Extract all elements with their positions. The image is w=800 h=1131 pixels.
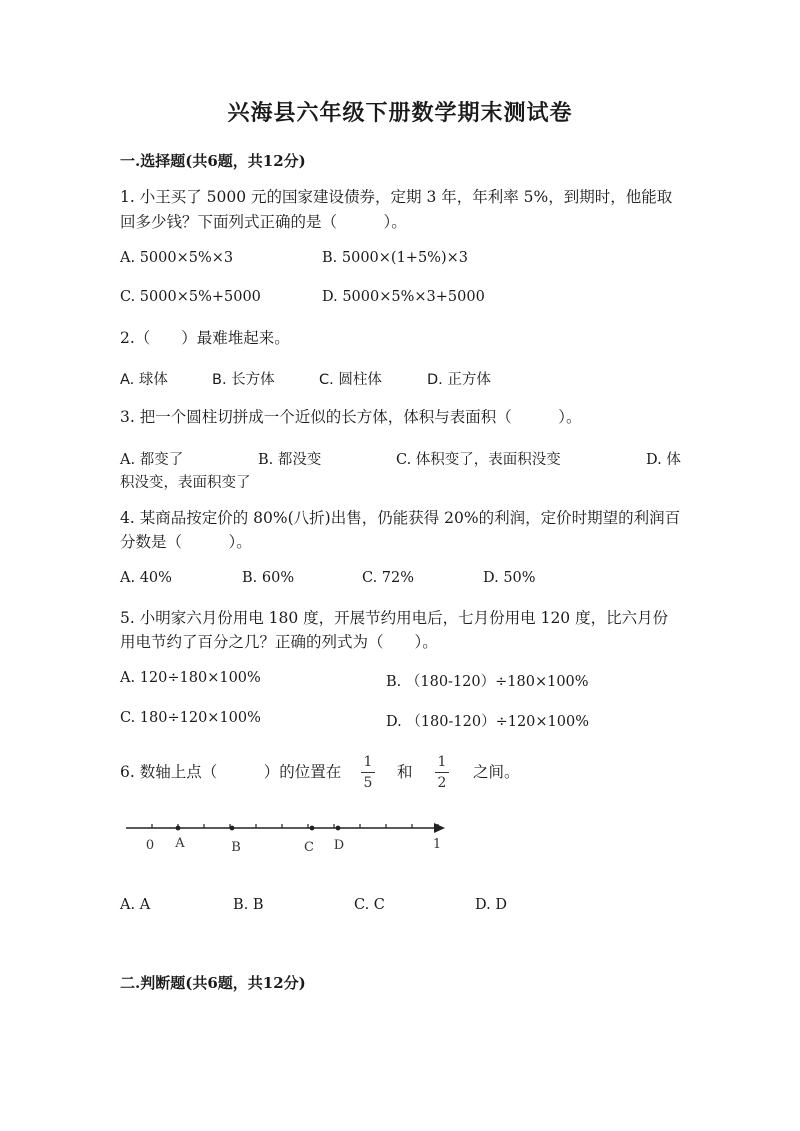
question-1-option-b: B. 5000×(1+5%)×3 bbox=[322, 250, 468, 266]
fraction-one-fifth bbox=[358, 754, 378, 791]
fraction-bar bbox=[435, 772, 449, 773]
question-5-line-2: 用电节约了百分之几？正确的列式为（ ）。 bbox=[120, 633, 438, 651]
question-2-option-d: D. 正方体 bbox=[427, 372, 491, 388]
question-4-line-1: 4. 某商品按定价的 80%(八折)出售，仍能获得 20%的利润，定价时期望的利润百 bbox=[120, 509, 681, 527]
section-heading-true-false: 二.判断题(共6题，共12分) bbox=[120, 974, 306, 992]
question-4-option-b: B. 60% bbox=[242, 570, 295, 586]
question-4-line-2: 分数是（ ）。 bbox=[120, 533, 252, 551]
question-1-line-2: 回多少钱？下面列式正确的是（ ）。 bbox=[120, 213, 407, 231]
number-line-zero-label: 0 bbox=[145, 838, 155, 853]
fraction-one-fifth-denominator: 5 bbox=[363, 775, 373, 791]
question-6-option-d: D. D bbox=[475, 897, 507, 913]
question-2-line-1: 2.（ ）最难堆起来。 bbox=[120, 329, 290, 347]
number-line-arrow-icon bbox=[434, 823, 445, 833]
question-6-option-c: C. C bbox=[354, 897, 385, 913]
question-5-option-a: A. 120÷180×100% bbox=[120, 670, 261, 686]
question-2-option-b: B. 长方体 bbox=[212, 372, 275, 388]
section-heading-choice: 一.选择题(共6题，共12分) bbox=[120, 152, 306, 170]
fraction-one-half bbox=[432, 754, 452, 791]
fraction-one-half-denominator: 2 bbox=[437, 775, 447, 791]
question-2-option-c: C. 圆柱体 bbox=[319, 372, 382, 388]
question-5-option-d: D. （180-120）÷120×100% bbox=[386, 714, 590, 730]
question-3-option-d-continued: 积没变，表面积变了 bbox=[120, 475, 251, 491]
question-6-text-end: 之间。 bbox=[473, 763, 520, 781]
question-1-line-1: 1. 小王买了 5000 元的国家建设债券，定期 3 年，年利率 5%，到期时，他能取 bbox=[120, 188, 673, 206]
number-line bbox=[120, 815, 460, 860]
point-c-label: C bbox=[304, 840, 314, 855]
question-5-option-b: B. （180-120）÷180×100% bbox=[386, 674, 589, 690]
question-6-option-a: A. A bbox=[120, 897, 151, 913]
point-b-dot bbox=[230, 826, 235, 831]
question-4-option-c: C. 72% bbox=[362, 570, 415, 586]
question-6-text-start: 6. 数轴上点（ ）的位置在 bbox=[120, 763, 342, 781]
question-1-option-a: A. 5000×5%×3 bbox=[120, 250, 234, 266]
question-1-option-c: C. 5000×5%+5000 bbox=[120, 289, 261, 305]
question-3-option-a: A. 都变了 bbox=[120, 452, 184, 468]
point-a-dot bbox=[176, 826, 181, 831]
question-3-option-b: B. 都没变 bbox=[258, 452, 322, 468]
point-d-dot bbox=[336, 826, 341, 831]
page-title: 兴海县六年级下册数学期末测试卷 bbox=[227, 100, 573, 126]
question-5-option-c: C. 180÷120×100% bbox=[120, 710, 261, 726]
fraction-bar bbox=[361, 772, 375, 773]
point-a-label: A bbox=[175, 836, 185, 851]
question-5-line-1: 5. 小明家六月份用电 180 度，开展节约用电后，七月份用电 120 度，比六月份 bbox=[120, 609, 669, 627]
point-b-label: B bbox=[231, 840, 241, 855]
question-2-option-a: A. 球体 bbox=[120, 372, 168, 388]
point-d-label: D bbox=[333, 838, 345, 853]
question-4-option-d: D. 50% bbox=[483, 570, 536, 586]
fraction-one-fifth-numerator: 1 bbox=[363, 754, 373, 770]
question-3-line-1: 3. 把一个圆柱切拼成一个近似的长方体，体积与表面积（ ）。 bbox=[120, 408, 582, 426]
question-3-option-d: D. 体 bbox=[646, 452, 681, 468]
question-6-text-and: 和 bbox=[397, 763, 413, 781]
fraction-one-half-numerator: 1 bbox=[437, 754, 447, 770]
question-3-option-c: C. 体积变了，表面积没变 bbox=[396, 452, 561, 468]
number-line-one-label: 1 bbox=[432, 837, 442, 852]
question-4-option-a: A. 40% bbox=[120, 570, 172, 586]
question-6-option-b: B. B bbox=[233, 897, 264, 913]
point-c-dot bbox=[310, 826, 315, 831]
question-1-option-d: D. 5000×5%×3+5000 bbox=[322, 289, 485, 305]
